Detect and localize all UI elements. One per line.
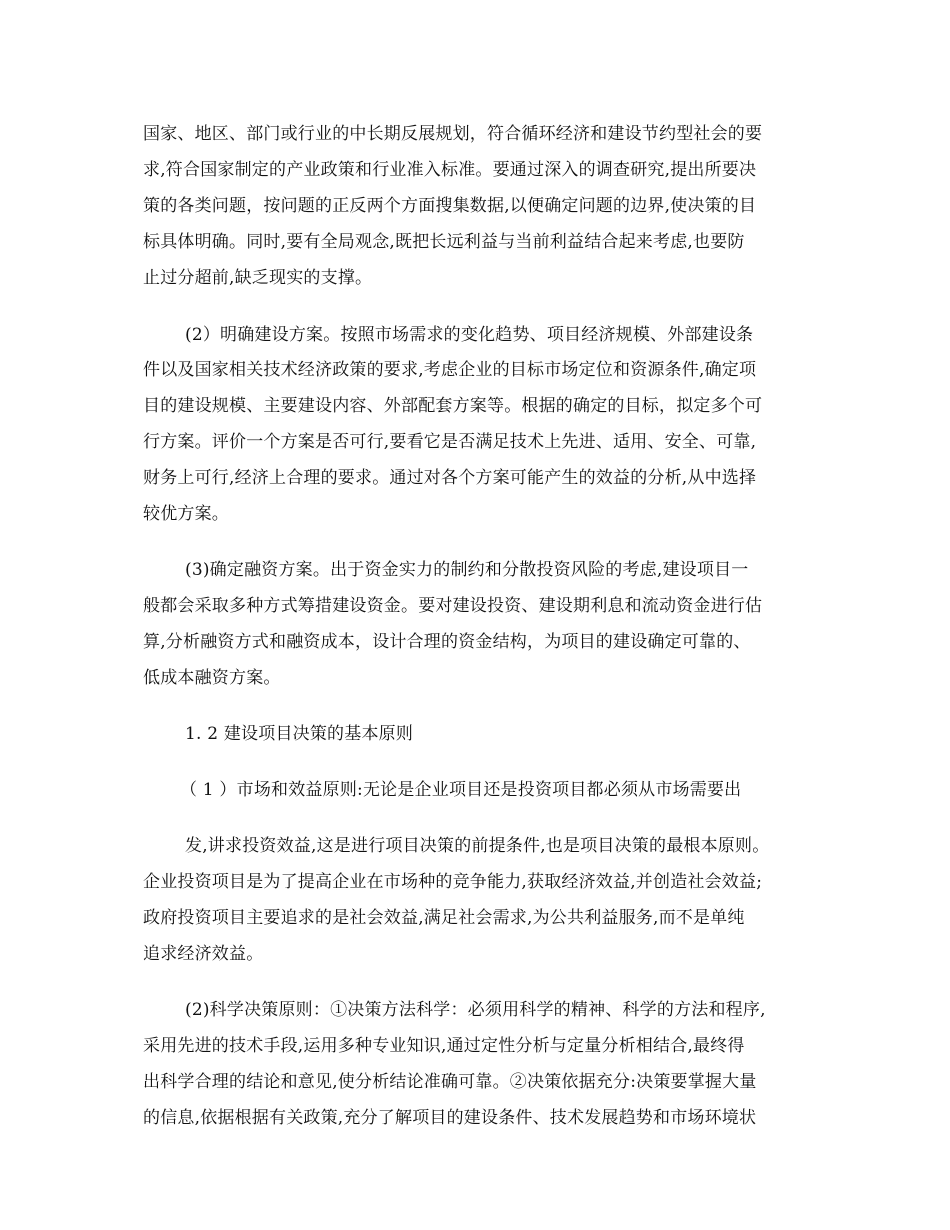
text-line: 目的建设规模、主要建设内容、外部配套方案等。根据的确定的目标，拟定多个可 (143, 396, 763, 416)
text-line: 追求经济效益。 (143, 944, 264, 964)
text-line: 求,符合国家制定的产业政策和行业准入标准。要通过深入的调查研究,提出所要决 (143, 160, 757, 180)
paragraph-start-line: （ 1 ）市场和效益原则:无论是企业项目还是投资项目都必须从市场需要出 (180, 780, 742, 800)
paragraph-start-line: (2）明确建设方案。按照市场需求的变化趋势、项目经济规模、外部建设条 (185, 325, 754, 345)
text-line: 企业投资项目是为了提高企业在市场种的竞争能力,获取经济效益,并创造社会效益; (143, 872, 763, 892)
text-line: 采用先进的技术手段,运用多种专业知识,通过定性分析与定量分析相结合,最终得 (143, 1036, 745, 1056)
text-line: 件以及国家相关技术经济政策的要求,考虑企业的目标市场定位和资源条件,确定项 (143, 360, 757, 380)
text-line: 行方案。评价一个方案是否可行,要看它是否满足技术上先进、适用、安全、可靠, (143, 432, 757, 452)
text-line: 的信息,依据根据有关政策,充分了解项目的建设条件、技术发展趋势和市场环境状 (143, 1108, 757, 1128)
text-line: 政府投资项目主要追求的是社会效益,满足社会需求,为公共利益服务,而不是单纯 (143, 908, 745, 928)
text-line: 较优方案。 (143, 504, 229, 524)
paragraph-start-line: (2)科学决策原则：①决策方法科学：必须用科学的精神、科学的方法和程序, (185, 1000, 766, 1020)
text-line: 低成本融资方案。 (143, 668, 281, 688)
text-line: 出科学合理的结论和意见,使分析结论准确可靠。②决策依据充分:决策要掌握大量 (143, 1072, 757, 1092)
text-line: 算,分析融资方式和融资成本，设计合理的资金结构，为项目的建设确定可靠的、 (143, 632, 751, 652)
text-line: 般都会采取多种方式筹措建设资金。要对建设投资、建设期利息和流动资金进行估 (143, 596, 763, 616)
text-line: 止过分超前,缺乏现实的支撑。 (143, 268, 373, 288)
section-heading: 1. 2 建设项目决策的基本原则 (185, 724, 414, 744)
text-line: 发,讲求投资效益,这是进行项目决策的前提条件,也是项目决策的最根本原则。 (185, 836, 770, 856)
text-line: 国家、地区、部门或行业的中长期反展规划，符合循环经济和建设节约型社会的要 (143, 124, 763, 144)
paragraph-start-line: (3)确定融资方案。出于资金实力的制约和分散投资风险的考虑,建设项目一 (185, 560, 749, 580)
text-line: 标具体明确。同时,要有全局观念,既把长远利益与当前利益结合起来考虑,也要防 (143, 232, 745, 252)
text-line: 财务上可行,经济上合理的要求。通过对各个方案可能产生的效益的分析,从中选择 (143, 468, 757, 488)
text-line: 策的各类问题，按问题的正反两个方面搜集数据,以便确定问题的边界,使决策的目 (143, 196, 757, 216)
